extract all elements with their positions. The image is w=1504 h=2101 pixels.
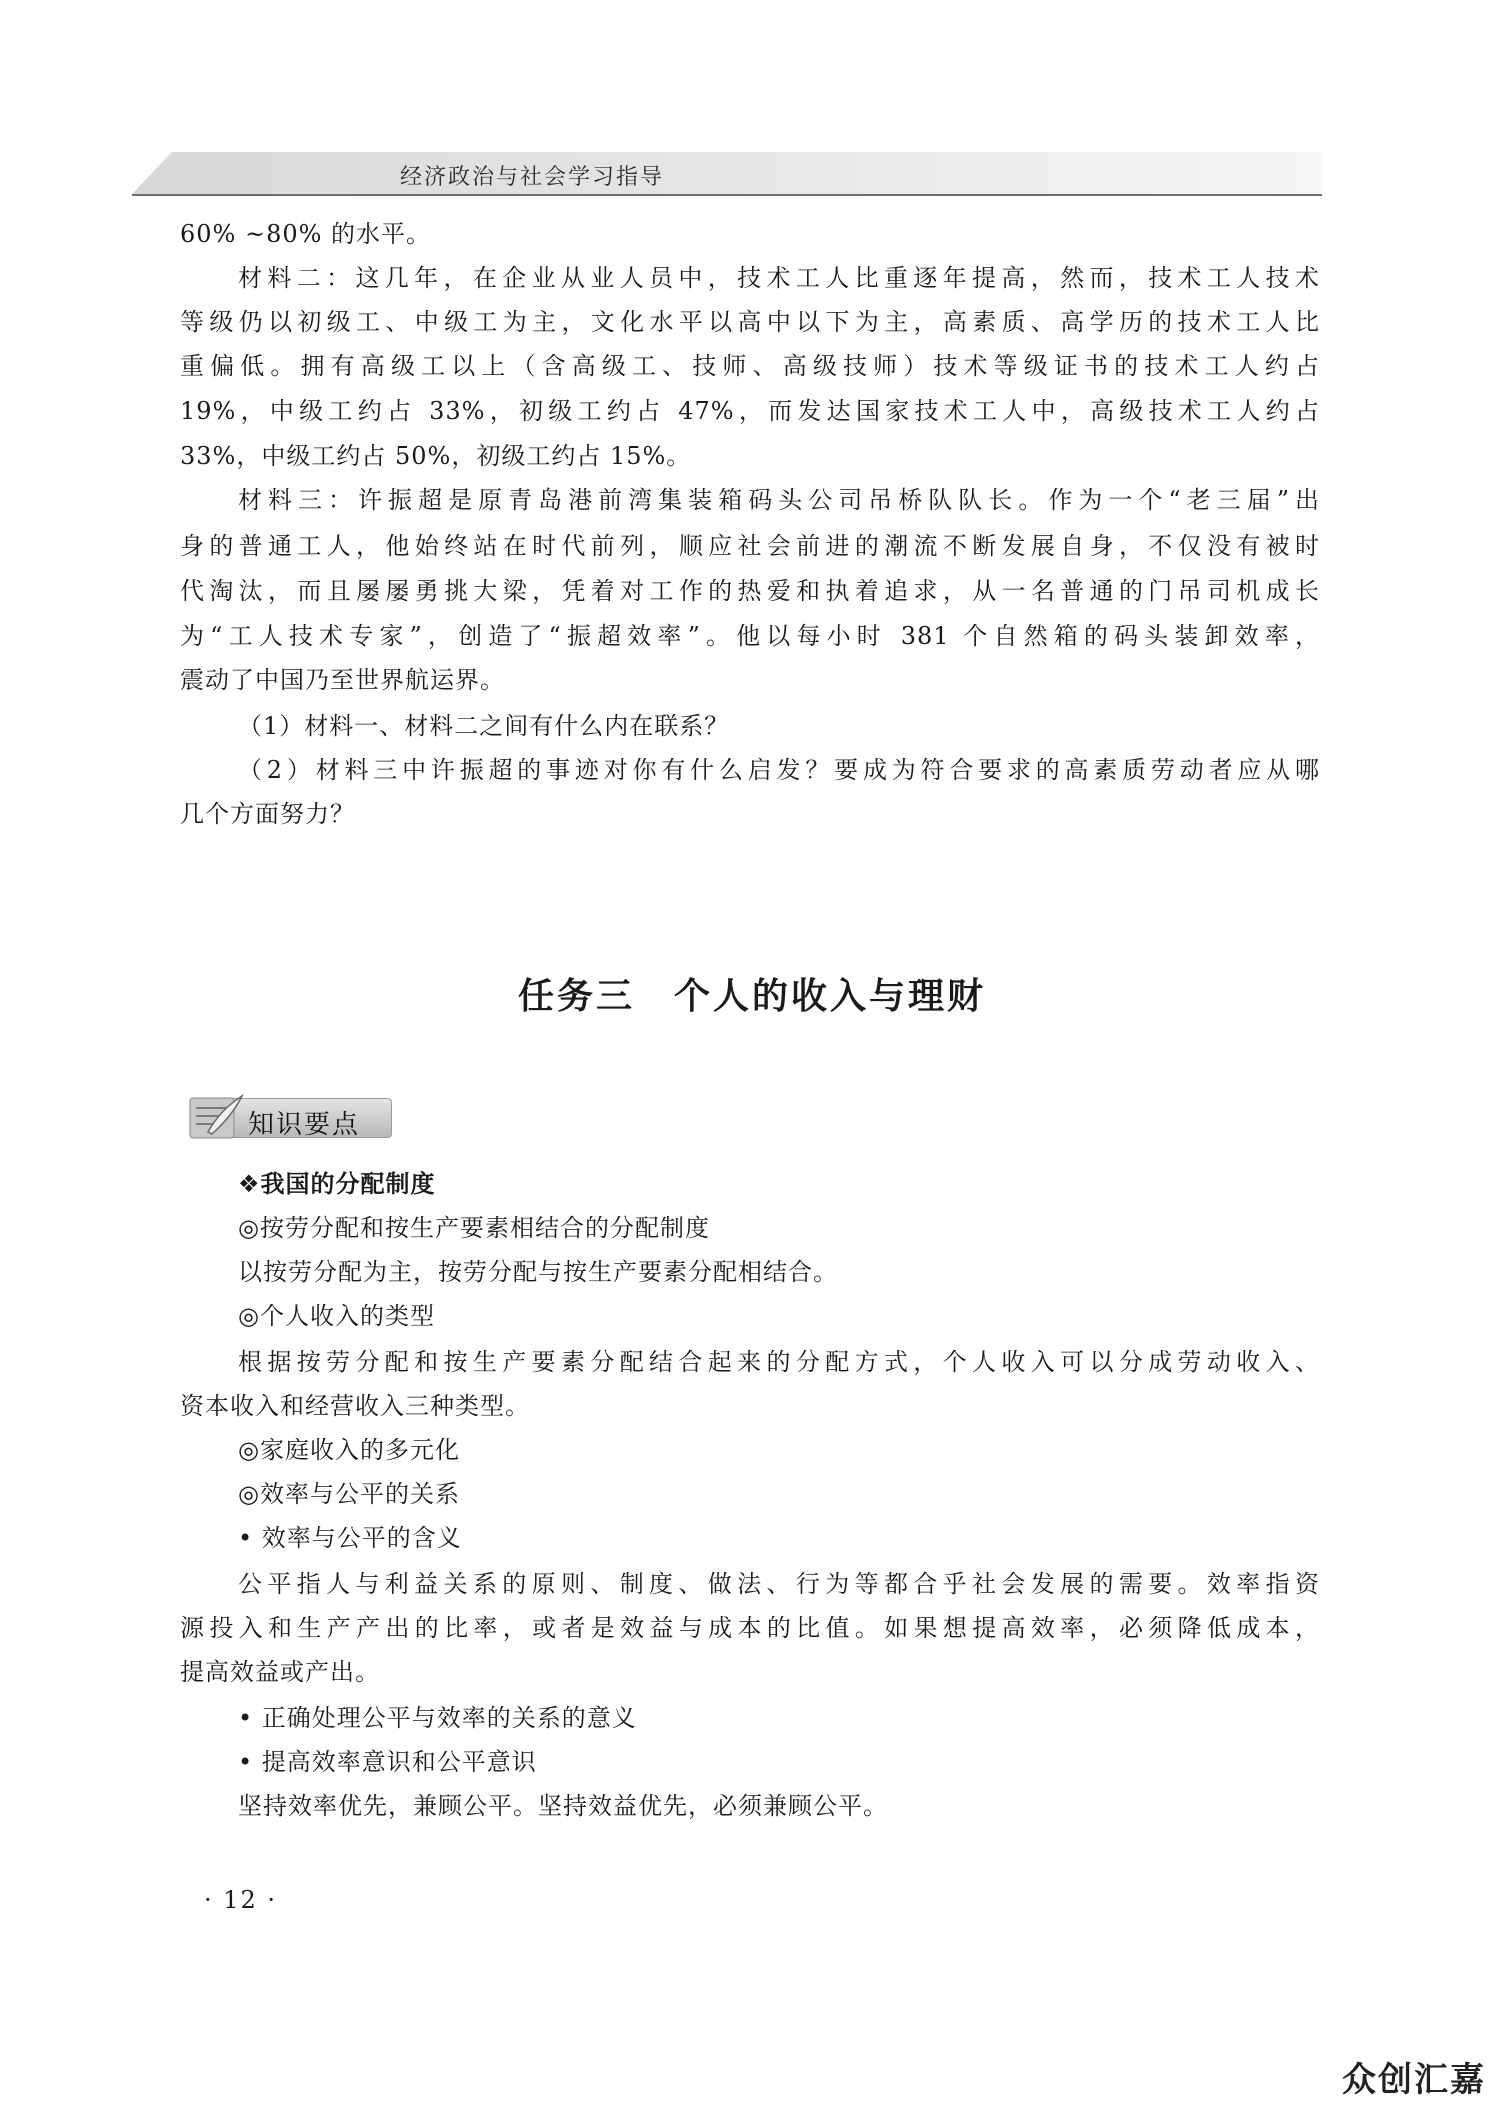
text-line: 源投入和生产产出的比率，或者是效益与成本的比值。如果想提高效率，必须降低成本， <box>180 1614 1320 1642</box>
text-line: 以按劳分配为主，按劳分配与按生产要素分配相结合。 <box>238 1258 838 1286</box>
section-title: 任务三 个人的收入与理财 <box>517 976 986 1017</box>
page-number: · 12 · <box>204 1886 278 1914</box>
text-line: 材料二：这几年，在企业从业人员中，技术工人比重逐年提高，然而，技术工人技术 <box>238 264 1320 292</box>
subtopic-heading: ◎个人收入的类型 <box>238 1302 435 1330</box>
text-line: 60% ~80% 的水平。 <box>180 220 432 248</box>
text-line: 资本收入和经营收入三种类型。 <box>180 1392 530 1420</box>
bullet-item: • 效率与公平的含义 <box>238 1524 462 1552</box>
text-line: 等级仍以初级工、中级工为主，文化水平以高中以下为主，高素质、高学历的技术工人比 <box>180 308 1320 336</box>
subtopic-heading: ◎按劳分配和按生产要素相结合的分配制度 <box>238 1214 710 1242</box>
header-band <box>132 152 1322 194</box>
text-line: 坚持效率优先，兼顾公平。坚持效益优先，必须兼顾公平。 <box>238 1792 888 1820</box>
text-line: 提高效益或产出。 <box>180 1658 380 1686</box>
text-line: 代淘汰，而且屡屡勇挑大梁，凭着对工作的热爱和执着追求，从一名普通的门吊司机成长 <box>180 577 1320 605</box>
text-line: 为“工人技术专家”，创造了“振超效率”。他以每小时 381 个自然箱的码头装卸效率， <box>180 622 1320 650</box>
text-line: 材料三：许振超是原青岛港前湾集装箱码头公司吊桥队队长。作为一个“老三届”出 <box>238 486 1320 514</box>
text-line: 身的普通工人，他始终站在时代前列，顺应社会前进的潮流不断发展自身，不仅没有被时 <box>180 532 1320 560</box>
text-line: 公平指人与利益关系的原则、制度、做法、行为等都合乎社会发展的需要。效率指资 <box>238 1570 1320 1598</box>
text-line: 重偏低。拥有高级工以上（含高级工、技师、高级技师）技术等级证书的技术工人约占 <box>180 352 1320 380</box>
running-header-title: 经济政治与社会学习指导 <box>400 165 665 190</box>
text-line: 33%，中级工约占 50%，初级工约占 15%。 <box>180 442 692 470</box>
subtopic-heading: ◎家庭收入的多元化 <box>238 1436 460 1464</box>
watermark: 众创汇嘉 <box>1342 2060 1486 2100</box>
badge-label: 知识要点 <box>248 1110 361 1140</box>
bullet-item: • 提高效率意识和公平意识 <box>238 1748 537 1776</box>
knowledge-points-badge <box>186 1092 392 1142</box>
quill-note-icon <box>186 1092 246 1142</box>
text-line: 19%，中级工约占 33%，初级工约占 47%，而发达国家技术工人中，高级技术工人约占 <box>180 397 1320 425</box>
subtopic-heading: ◎效率与公平的关系 <box>238 1480 460 1508</box>
header-band-graphic <box>132 152 1322 194</box>
header-rule <box>132 194 1322 196</box>
text-line: 根据按劳分配和按生产要素分配结合起来的分配方式，个人收入可以分成劳动收入、 <box>238 1348 1320 1376</box>
text-line: 震动了中国乃至世界航运界。 <box>180 666 505 694</box>
question-1: （1）材料一、材料二之间有什么内在联系？ <box>238 712 730 740</box>
question-2: （2）材料三中许振超的事迹对你有什么启发？要成为符合要求的高素质劳动者应从哪 <box>238 756 1320 784</box>
bullet-item: • 正确处理公平与效率的关系的意义 <box>238 1704 637 1732</box>
topic-heading: ❖我国的分配制度 <box>238 1170 436 1198</box>
text-line: 几个方面努力？ <box>180 800 355 828</box>
